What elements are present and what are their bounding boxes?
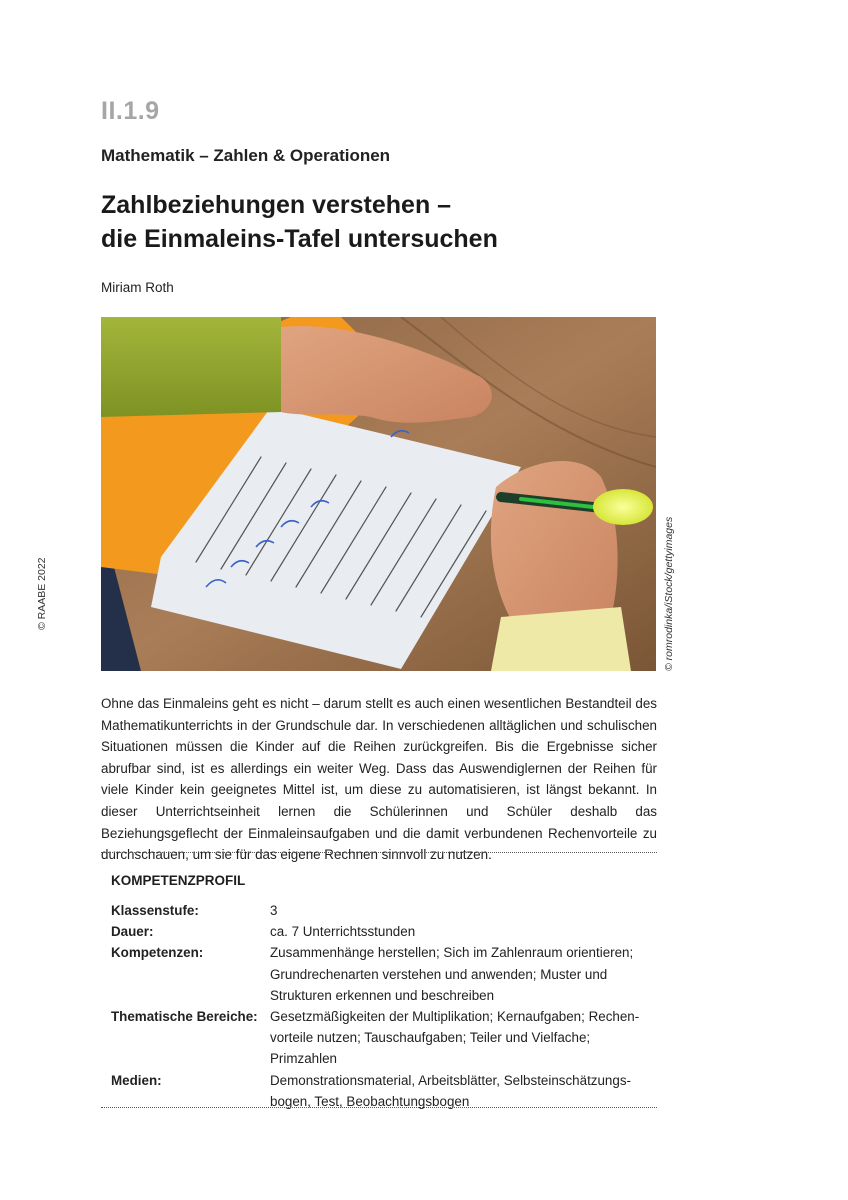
profile-row xyxy=(111,1070,656,1112)
subject-heading: Mathematik – Zahlen & Operationen xyxy=(101,146,391,165)
section-code: II.1.9 xyxy=(101,97,160,125)
profile-heading: KOMPETENZPROFIL xyxy=(111,873,246,888)
profile-row xyxy=(111,900,656,921)
side-copyright: © RAABE 2022 xyxy=(36,557,48,630)
profile-value xyxy=(270,1006,656,1070)
page-title xyxy=(101,188,661,256)
intro-paragraph: Ohne das Einmaleins geht es nicht – darum stellt es auch einen wesentlichen Bestandteil des Mathematikunterrichts in der Grundschule dar. In verschiedenen alltäglichen und schulischen Situationen müssen die Kinder auf die Reihen zurückgreifen. Bis die Ergebnisse sicher abrufbar sind, ist es allerdings ein weiter Weg. Dass das Auswendiglernen der Reihen für viele Kinder kein geeignetes Mittel ist, um diese zu automatisieren, ist längst bekannt. In dieser Unterrichtseinheit lernen die Schülerinnen und Schüler deshalb das Beziehungsgeflecht der Einmaleinsaufgaben und die damit verbundenen Rechenvorteile zu durchschauen, um sie für das eigene Rechnen sinnvoll zu nutzen. xyxy=(101,696,657,863)
competence-profile xyxy=(111,900,656,1112)
profile-value xyxy=(270,1070,656,1112)
profile-value-line: vorteile nutzen; Tauschaufgaben; Teiler und Vielfache; Primzahlen xyxy=(270,1030,591,1067)
profile-value-line: Demonstrationsmaterial, Arbeitsblätter, Selbsteinschätzungs- xyxy=(270,1072,631,1088)
title-line-1: Zahlbeziehungen verstehen – xyxy=(101,191,452,219)
author-name: Miriam Roth xyxy=(101,280,174,295)
profile-label: Thematische Bereiche: xyxy=(111,1009,258,1025)
profile-value-line: Grundrechenarten verstehen und anwenden; Muster und xyxy=(270,966,608,982)
profile-label: Dauer: xyxy=(111,924,154,940)
profile-row xyxy=(111,1006,656,1070)
profile-value-line: ca. 7 Unterrichtsstunden xyxy=(270,924,416,940)
profile-row xyxy=(111,942,656,1006)
profile-label: Kompetenzen: xyxy=(111,945,204,961)
profile-value-line: Zusammenhänge herstellen; Sich im Zahlenraum orientieren; xyxy=(270,945,634,961)
profile-row xyxy=(111,921,656,942)
profile-value xyxy=(270,942,656,1006)
photo-credit: © romrodinka/iStock/gettyimages xyxy=(663,516,675,671)
profile-value-line: 3 xyxy=(270,903,278,918)
profile-label: Klassenstufe: xyxy=(111,903,199,918)
cover-photo xyxy=(101,317,656,671)
profile-value-line: bogen, Test, Beobachtungsbogen xyxy=(270,1093,470,1109)
profile-value-line: Gesetzmäßigkeiten der Multiplikation; Kernaufgaben; Rechen- xyxy=(270,1009,640,1025)
divider-top xyxy=(101,852,657,853)
title-line-2: die Einmaleins-Tafel untersuchen xyxy=(101,225,498,253)
profile-value xyxy=(270,921,656,942)
profile-value xyxy=(270,900,656,921)
photo-child-hands-multiplication-worksheet-icon xyxy=(101,317,656,671)
profile-value-line: Strukturen erkennen und beschreiben xyxy=(270,987,495,1003)
profile-label: Medien: xyxy=(111,1072,162,1088)
divider-bottom xyxy=(101,1107,657,1108)
